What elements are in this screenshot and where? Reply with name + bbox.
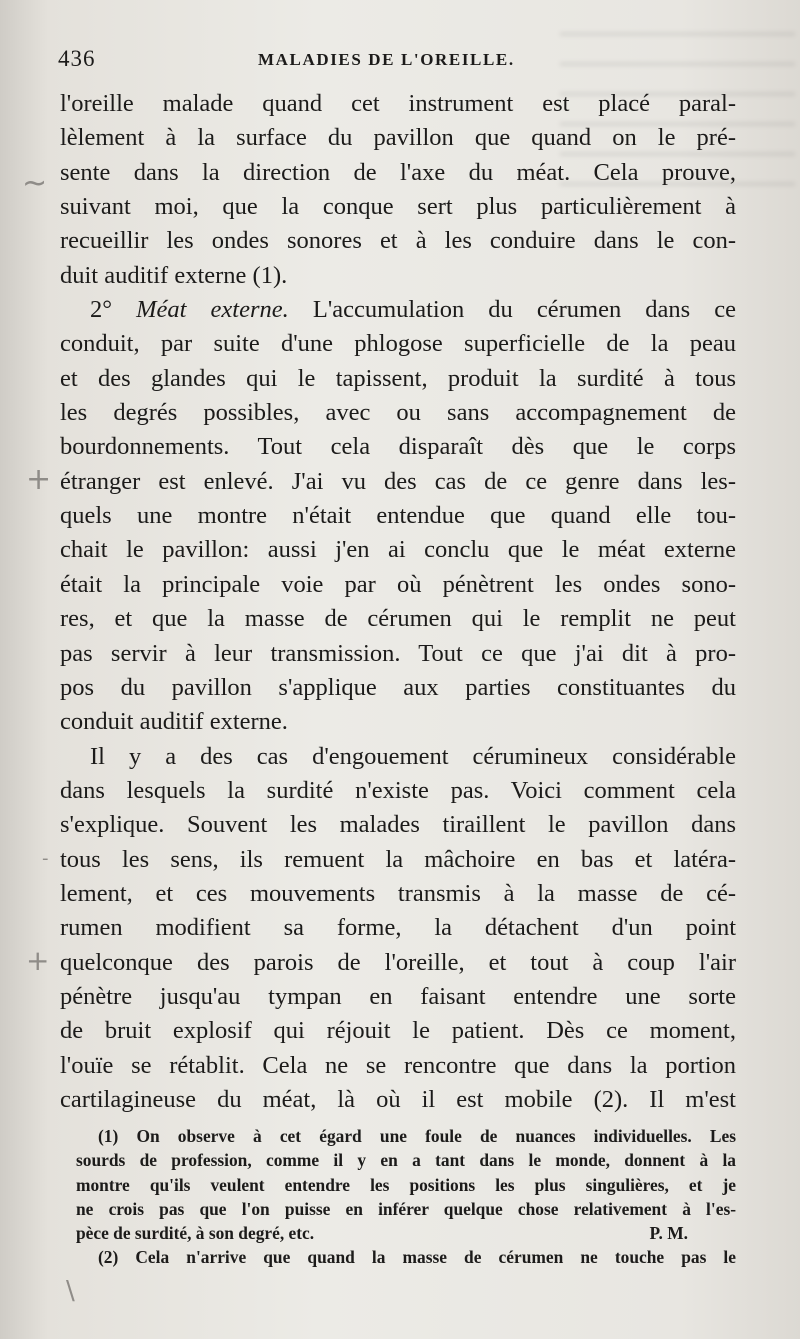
page-number: 436 [58,46,96,71]
text-line: et des glandes qui le tapissent, produit la surdité à tous [60,364,736,392]
text-line: dans lesquels la surdité n'existe pas. Voici comment cela [60,776,736,804]
text-line: sente dans la direction de l'axe du méat. Cela prouve, [60,158,736,186]
text-line: Il y a des cas d'engouement cérumineux considérable [90,742,736,770]
text-line: rumen modifient sa forme, la détachent d'un point [60,914,736,942]
text-line: recueillir les ondes sonores et à les conduire dans le con- [60,227,736,255]
footnote-line: (2) Cela n'arrive que quand la masse de cérumen ne touche pas le [98,1247,736,1268]
text-line: lement, et ces mouvements transmis à la masse de cé- [60,879,736,907]
text-line: bourdonnements. Tout cela disparaît dès que le corps [60,433,736,461]
text-line: s'explique. Souvent les malades tiraillent le pavillon dans [60,811,736,839]
text-line: l'ouïe se rétablit. Cela ne se rencontre que dans la portion [60,1051,736,1079]
body-text [60,87,736,1117]
text-line: pénètre jusqu'au tympan en faisant entendre une sorte [60,982,736,1010]
footnote-text: pèce de surdité, à son degré, etc. [76,1223,315,1244]
text-line: conduit auditif externe. [60,708,288,736]
footnote-line: sourds de profession, comme il y en a tant dans le monde, donnent à la [76,1150,736,1171]
footnote-line: montre qu'ils veulent entendre les positions les plus singulières, et je [76,1174,736,1195]
text-line: quels une montre n'était entendue que quand elle tou- [60,502,736,530]
text-line: était la principale voie par où pénètrent les ondes sono- [60,570,736,598]
text-line: chait le pavillon: aussi j'en ai conclu que le méat externe [60,536,736,564]
text-line: étranger est enlevé. J'ai vu des cas de ce genre dans les- [60,467,736,495]
text-line: suivant moi, que la conque sert plus particulièrement à [60,193,736,221]
footnote-line: ne crois pas que l'on puisse en inférer quelque chose relativement à l'es- [76,1198,736,1219]
section-title: Méat externe. [136,296,289,324]
text-line: de bruit explosif qui réjouit le patient. Dès ce moment, [60,1017,736,1045]
text-line: lèlement à la surface du pavillon que quand on le pré- [60,124,736,152]
footnotes [76,1124,736,1270]
footnote-line: (1) On observe à cet égard une foule de nuances individuelles. Les [98,1126,736,1146]
footnote-last-line [76,1221,736,1245]
page-header [58,46,738,76]
margin-plus-mark: + [26,944,50,977]
text-line: conduit, par suite d'une phlogose superficielle de la peau [60,330,736,358]
running-head: MALADIES DE L'OREILLE. [258,50,515,69]
text-line: les degrés possibles, avec ou sans accompagnement de [60,399,736,427]
text-line: pas servir à leur transmission. Tout ce que j'ai dit à pro- [60,639,736,667]
text-line: cartilagineuse du méat, là où il est mobile (2). Il m'est [60,1085,736,1113]
section-number: 2° [90,296,113,324]
text-line: pos du pavillon s'applique aux parties constituantes du [60,673,736,701]
footnote-signature: P. M. [649,1223,688,1244]
text-line: tous les sens, ils remuent la mâchoire en bas et latéra- [60,845,736,873]
margin-dash-mark: - [42,848,49,869]
text-line: quelconque des parois de l'oreille, et tout à coup l'air [60,948,736,976]
section-lead-text: L'accumulation du cérumen dans ce [312,296,737,324]
margin-plus-mark: + [26,462,52,497]
margin-wave-mark: ~ [22,166,48,201]
text-line: res, et que la masse de cérumen qui le remplit ne peut [60,605,736,633]
text-line: l'oreille malade quand cet instrument est placé paral- [60,90,736,117]
margin-tick-mark: \ [66,1276,75,1306]
section-heading-line [60,293,736,327]
text-line: duit auditif externe (1). [60,261,288,289]
